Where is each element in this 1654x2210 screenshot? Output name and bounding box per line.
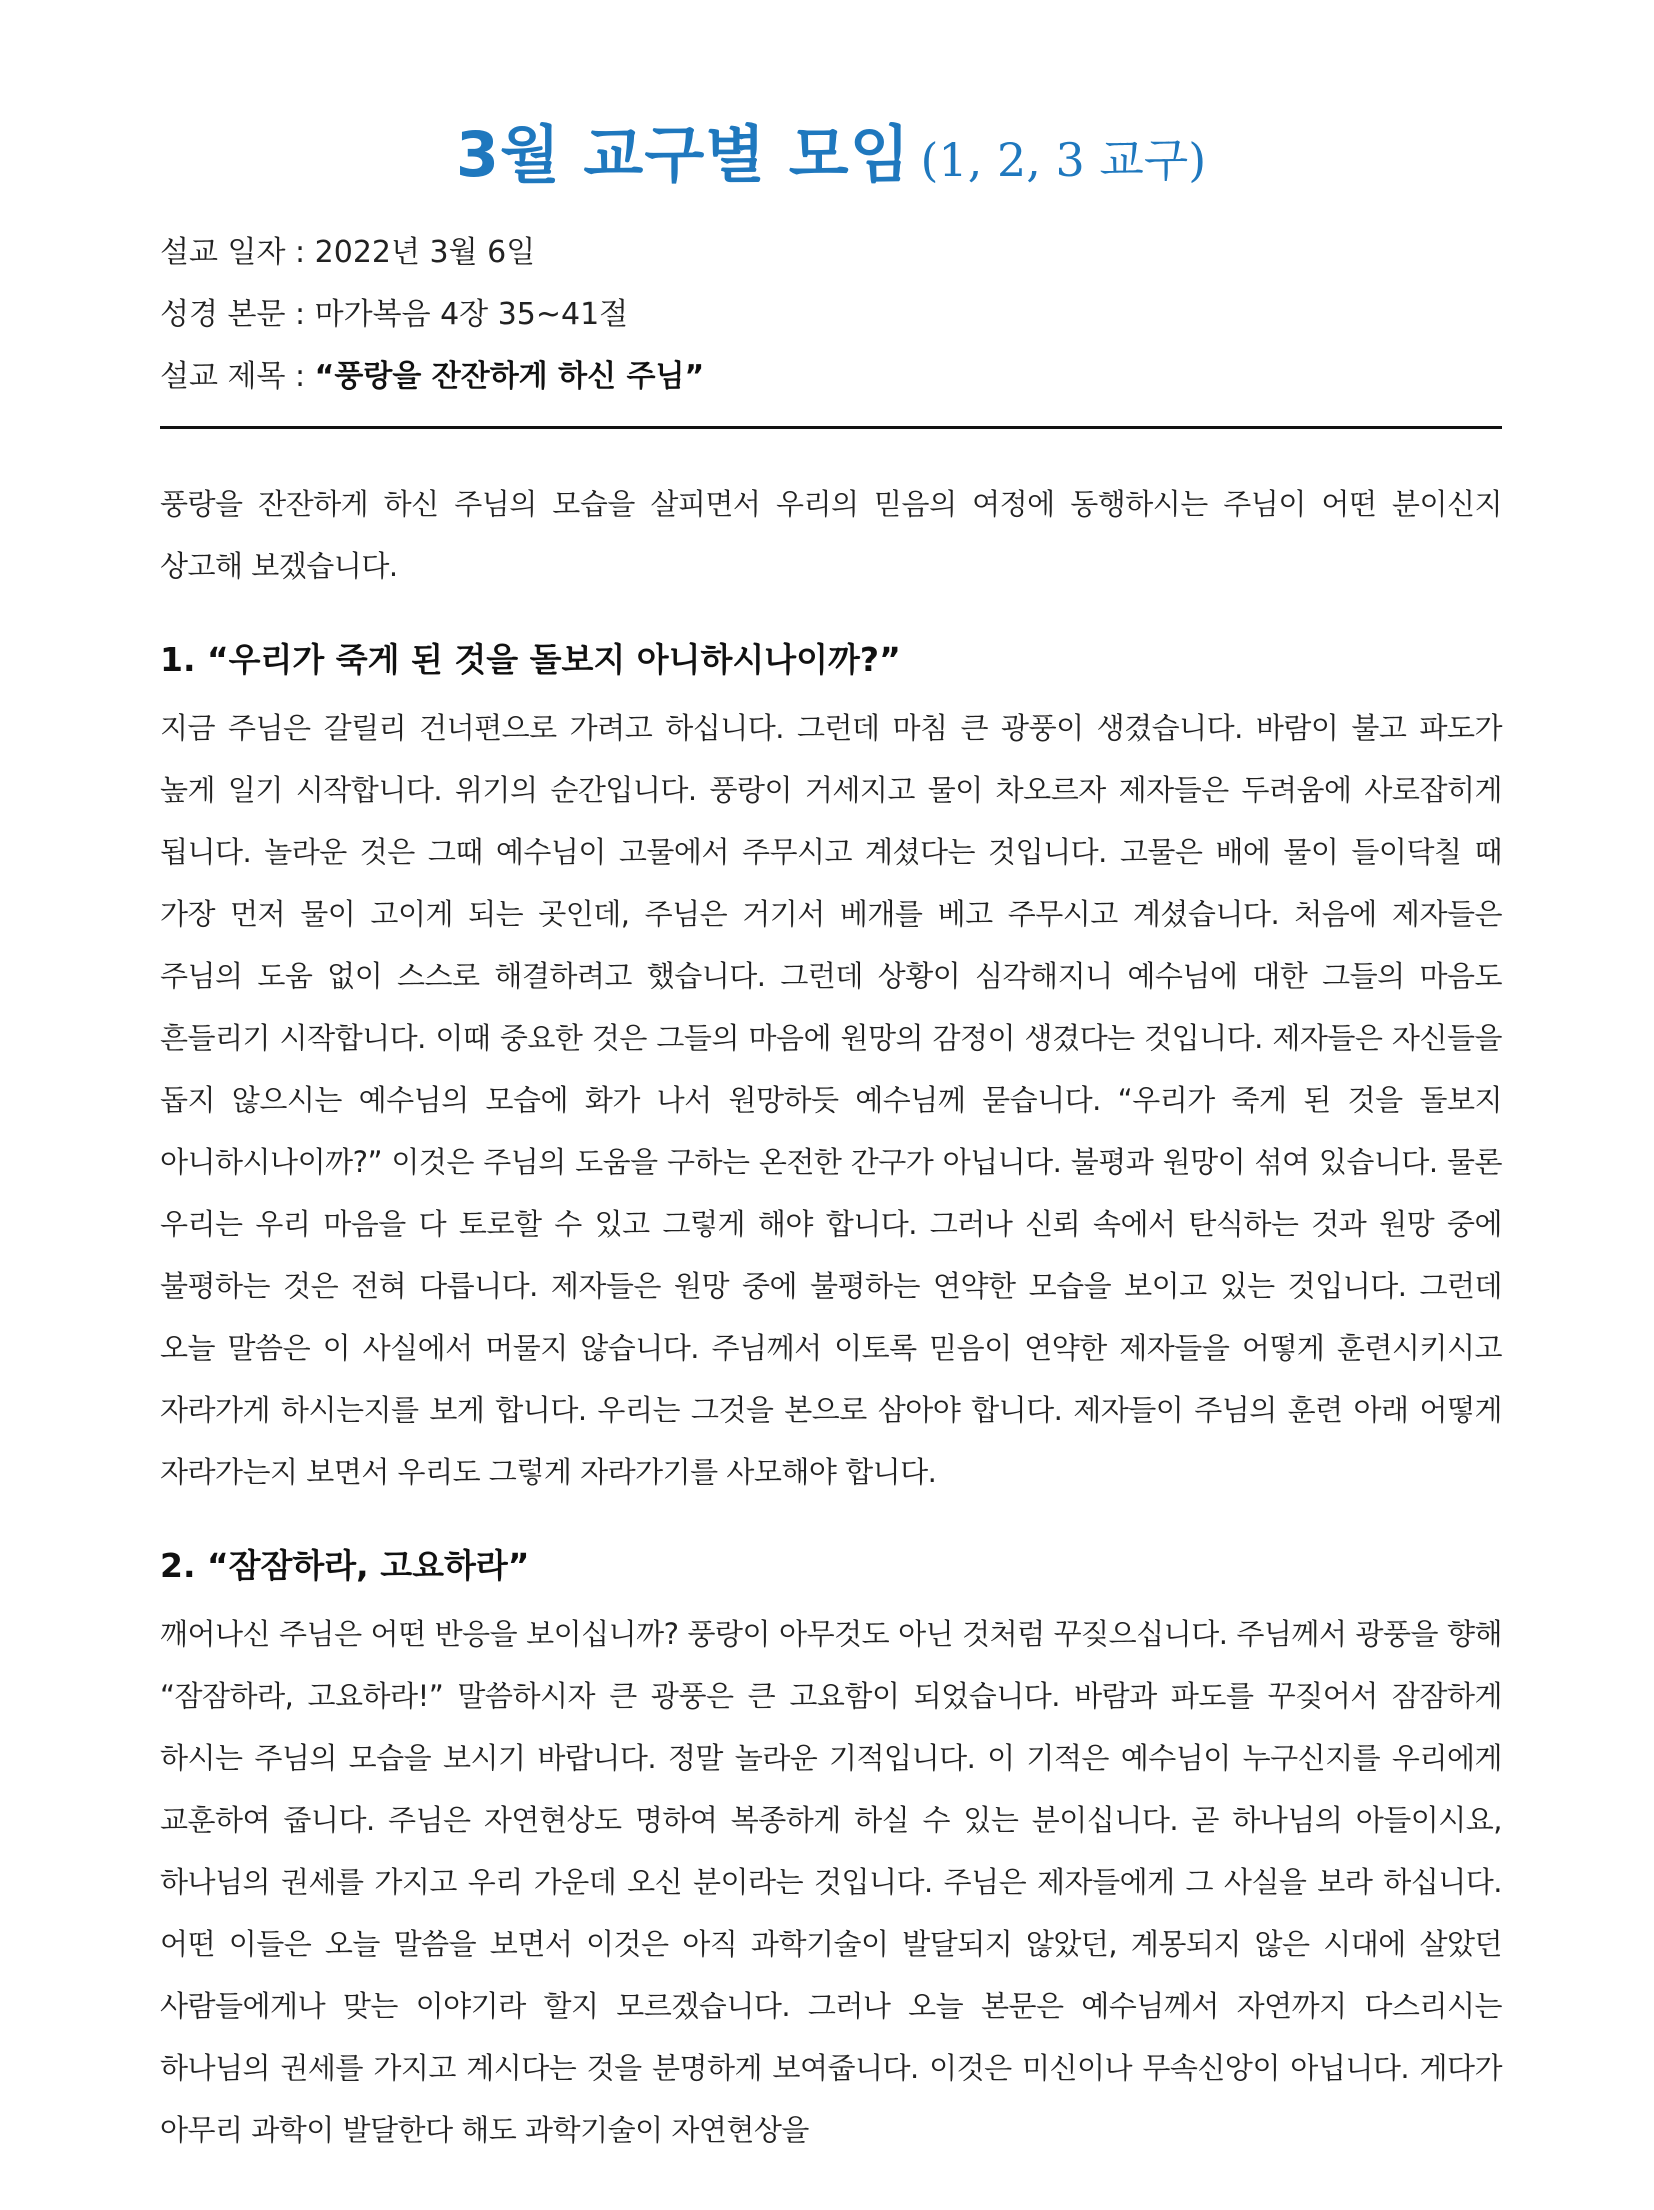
section-2-body: 깨어나신 주님은 어떤 반응을 보이십니까? 풍랑이 아무것도 아닌 것처럼 꾸짖으십니다. 주님께서 광풍을 향해 “잠잠하라, 고요하라!” 말씀하시자 큰 광풍은 큰 고요함이 되었습니다. 바람과 파도를 꾸짖어서 잠잠하게 하시는 주님의 모습을 보시기 바랍니다. 정말 놀라운 기적입니다. 이 기적은 예수님이 누구신지를 우리에게 교훈하여 줍니다. 주님은 자연현상도 명하여 복종하게 하실 수 있는 분이십니다. 곧 하나님의 아들이시요, 하나님의 권세를 가지고 우리 가운데 오신 분이라는 것입니다. 주님은 제자들에게 그 사실을 보라 하십니다. 어떤 이들은 오늘 말씀을 보면서 이것은 아직 과학기술이 발달되지 않았던, 계몽되지 않은 시대에 살았던 사람들에게나 맞는 이야기라 할지 모르겠습니다. 그러나 오늘 본문은 예수님께서 자연까지 다스리시는 하나님의 권세를 가지고 계시다는 것을 분명하게 보여줍니다. 이것은 미신이나 무속신앙이 아닙니다. 게다가 아무리 과학이 발달한다 해도 과학기술이 자연현상을 [160, 1617, 1502, 2147]
intro-paragraph: 풍랑을 잔잔하게 하신 주님의 모습을 살피면서 우리의 믿음의 여정에 동행하시는 주님이 어떤 분이신지 상고해 보겠습니다. [160, 487, 1502, 583]
sermon-date-line [160, 222, 1502, 284]
section-1-body: 지금 주님은 갈릴리 건너편으로 가려고 하십니다. 그런데 마침 큰 광풍이 생겼습니다. 바람이 불고 파도가 높게 일기 시작합니다. 위기의 순간입니다. 풍랑이 거세지고 물이 차오르자 제자들은 두려움에 사로잡히게 됩니다. 놀라운 것은 그때 예수님이 고물에서 주무시고 계셨다는 것입니다. 고물은 배에 물이 들이닥칠 때 가장 먼저 물이 고이게 되는 곳인데, 주님은 거기서 베개를 베고 주무시고 계셨습니다. 처음에 제자들은 주님의 도움 없이 스스로 해결하려고 했습니다. 그런데 상황이 심각해지니 예수님에 대한 그들의 마음도 흔들리기 시작합니다. 이때 중요한 것은 그들의 마음에 원망의 감정이 생겼다는 것입니다. 제자들은 자신들을 돕지 않으시는 예수님의 모습에 화가 나서 원망하듯 예수님께 묻습니다. “우리가 죽게 된 것을 돌보지 아니하시나이까?” 이것은 주님의 도움을 구하는 온전한 간구가 아닙니다. 불평과 원망이 섞여 있습니다. 물론 우리는 우리 마음을 다 토로할 수 있고 그렇게 해야 합니다. 그러나 신뢰 속에서 탄식하는 것과 원망 중에 불평하는 것은 전혀 다릅니다. 제자들은 원망 중에 불평하는 연약한 모습을 보이고 있는 것입니다. 그런데 오늘 말씀은 이 사실에서 머물지 않습니다. 주님께서 이토록 믿음이 연약한 제자들을 어떻게 훈련시키시고 자라가게 하시는지를 보게 합니다. 우리는 그것을 본으로 삼아야 합니다. 제자들이 주님의 훈련 아래 어떻게 자라가는지 보면서 우리도 그렇게 자라가기를 사모해야 합니다. [160, 711, 1502, 1489]
scripture-line [160, 284, 1502, 346]
sermon-title-label: 설교 제목 : [160, 359, 315, 394]
title-main: 3월 교구별 모임 [455, 118, 911, 191]
title-subtitle: (1, 2, 3 교구) [920, 133, 1207, 187]
document-page [160, 110, 1502, 2161]
scripture-label: 성경 본문 : [160, 297, 315, 332]
sermon-meta [160, 222, 1502, 408]
header-divider [160, 426, 1502, 429]
intro-section [160, 473, 1502, 597]
section-2-heading: 2. “잠잠하라, 고요하라” [160, 1546, 530, 1585]
sermon-date-label: 설교 일자 : [160, 235, 315, 270]
document-title [160, 110, 1502, 200]
sermon-title-line [160, 346, 1502, 408]
sermon-title-value: “풍랑을 잔잔하게 하신 주님” [314, 359, 705, 394]
section-2 [160, 1529, 1502, 2161]
section-1-heading: 1. “우리가 죽게 된 것을 돌보지 아니하시나이까?” [160, 640, 901, 679]
section-1 [160, 623, 1502, 1503]
scripture-value: 마가복음 4장 35~41절 [314, 297, 629, 332]
sermon-date-value: 2022년 3월 6일 [314, 235, 536, 270]
